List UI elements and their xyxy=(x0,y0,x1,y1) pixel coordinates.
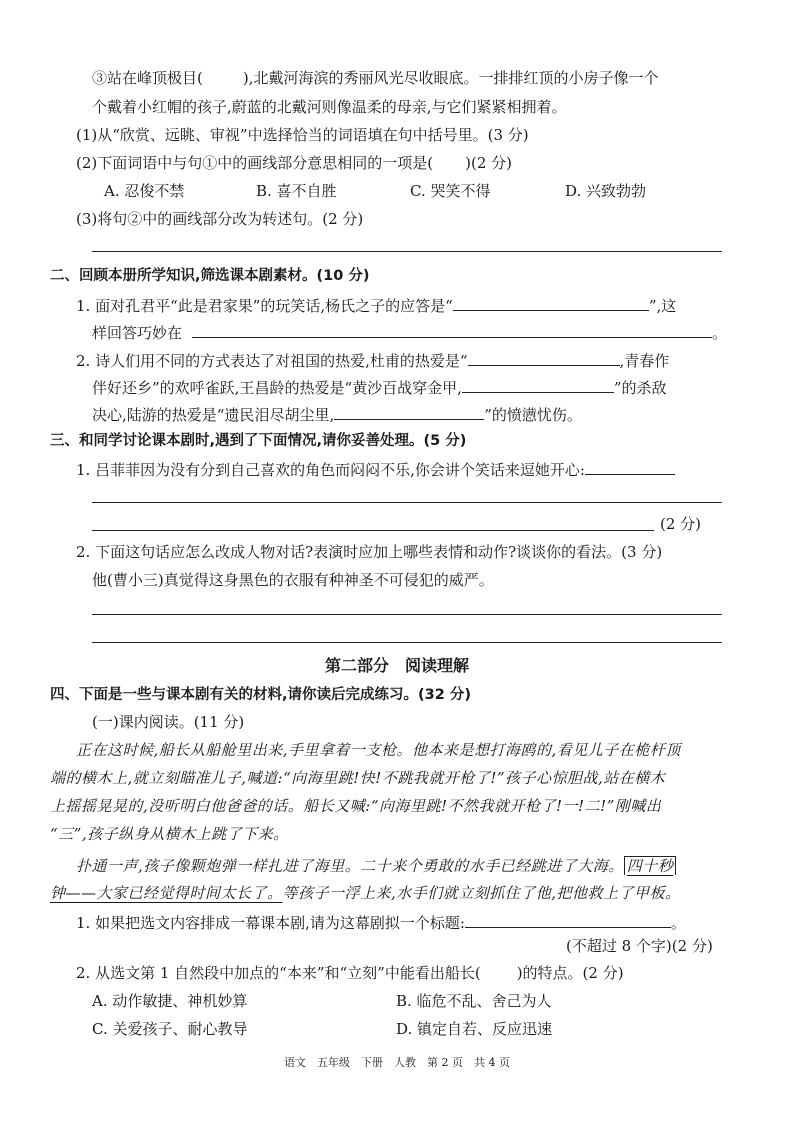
answer-line[interactable] xyxy=(92,530,654,531)
sub-question-3: (3)将句②中的画线部分改为转述句。(2 分) xyxy=(76,210,364,228)
option-c[interactable]: C. 哭笑不得 xyxy=(410,182,491,200)
answer-line[interactable] xyxy=(92,614,722,615)
sub-question-1: (1)从“欣赏、远眺、审视”中选择恰当的词语填在句中括号里。(3 分) xyxy=(76,126,529,144)
sec3-q2-sentence: 他(曹小三)真觉得这身黑色的衣服有种神圣不可侵犯的威严。 xyxy=(92,571,494,589)
marked-phrase: 四十秒 xyxy=(624,856,677,875)
sec4-q1-note: (不超过 8 个字)(2 分) xyxy=(566,937,713,955)
sec4-option-c[interactable]: C. 关爱孩子、耐心教导 xyxy=(92,1020,248,1038)
sec2-q1-line1: 1. 面对孔君平“此是君家果”的玩笑话,杨氏之子的应答是“ ”,这 xyxy=(76,297,677,315)
answer-blank[interactable] xyxy=(585,459,675,475)
sec2-q2-line1: 2. 诗人们用不同的方式表达了对祖国的热爱,杜甫的热爱是“ ,青春作 xyxy=(76,352,670,370)
answer-blank[interactable] xyxy=(468,350,620,366)
sec4-q1: 1. 如果把选文内容排成一幕课本剧,请为这幕剧拟一个标题: 。 xyxy=(76,914,686,932)
answer-line[interactable] xyxy=(92,251,722,252)
answer-blank[interactable] xyxy=(465,912,671,928)
passage-p1-line4: “三”,孩子纵身从横木上跳了下来。 xyxy=(50,825,289,843)
sub-question-2: (2)下面词语中与句①中的画线部分意思相同的一项是( )(2 分) xyxy=(76,154,512,172)
passage-p1-line1: 正在这时候,船长从船舱里出来,手里拿着一支枪。他本来是想打海鸥的,看见儿子在桅杆顶 xyxy=(76,741,681,759)
sec2-q1-line2: 样回答巧妙在 。 xyxy=(92,324,728,342)
section-4-title: 四、下面是一些与课本剧有关的材料,请你读后完成练习。(32 分) xyxy=(50,687,471,703)
sec3-q1: 1. 吕菲菲因为没有分到自己喜欢的角色而闷闷不乐,你会讲个笑话来逗她开心: xyxy=(76,459,675,480)
sec3-q2: 2. 下面这句话应怎么改成人物对话?表演时应加上哪些表情和动作?谈谈你的看法。(3 分) xyxy=(76,543,663,561)
q3-sentence-line2: 个戴着小红帽的孩子,蔚蓝的北戴河则像温柔的母亲,与它们紧紧相拥着。 xyxy=(92,98,567,116)
sec4-option-a[interactable]: A. 动作敏捷、神机妙算 xyxy=(92,992,248,1010)
marked-phrase: 钟——大家已经觉得时间太长了。 xyxy=(50,884,283,902)
section-2-title: 二、回顾本册所学知识,筛选课本剧素材。(10 分) xyxy=(50,268,370,284)
part-2-title: 第二部分 阅读理解 xyxy=(324,656,469,675)
sec4-option-b[interactable]: B. 临危不乱、舍己为人 xyxy=(396,992,552,1010)
sec2-q2-line2: 伴好还乡”的欢呼雀跃,王昌龄的热爱是“黄沙百战穿金甲, ”的杀敌 xyxy=(92,379,667,397)
sec2-q2-line3: 决心,陆游的热爱是“遗民泪尽胡尘里, ”的愤懑忧伤。 xyxy=(92,406,582,424)
passage-p2-line2: 钟——大家已经觉得时间太长了。等孩子一浮上来,水手们就立刻抓住了他,把他救上了甲板。 xyxy=(50,884,681,902)
sec3-q1-score: (2 分) xyxy=(660,515,702,533)
option-a[interactable]: A. 忍俊不禁 xyxy=(104,182,185,200)
answer-blank[interactable] xyxy=(192,322,712,338)
answer-blank[interactable] xyxy=(453,295,649,311)
sec4-subtitle: (一)课内阅读。(11 分) xyxy=(92,713,245,731)
q3-sentence-line1: ③站在峰顶极目( ),北戴河海滨的秀丽风光尽收眼底。一排排红顶的小房子像一个 xyxy=(92,69,659,87)
passage-p1-line3: 上摇摇晃晃的,没听明白他爸爸的话。船长又喊:“向海里跳!不然我就开枪了!一!二!”刚喊出 xyxy=(50,797,662,815)
passage-p1-line2: 端的横木上,就立刻瞄准儿子,喊道:“向海里跳!快!不跳我就开枪了!”孩子心惊胆战,站在横木 xyxy=(50,769,666,787)
answer-blank[interactable] xyxy=(462,377,614,393)
section-3-title: 三、和同学讨论课本剧时,遇到了下面情况,请你妥善处理。(5 分) xyxy=(50,433,467,449)
sec4-option-d[interactable]: D. 镇定自若、反应迅速 xyxy=(396,1020,553,1038)
option-d[interactable]: D. 兴致勃勃 xyxy=(565,182,647,200)
option-b[interactable]: B. 喜不自胜 xyxy=(256,182,337,200)
sec4-q2: 2. 从选文第 1 自然段中加点的“本来”和“立刻”中能看出船长( )的特点。(2 分) xyxy=(76,964,624,982)
answer-blank[interactable] xyxy=(334,404,484,420)
answer-line[interactable] xyxy=(92,642,722,643)
page-footer: 语文 五年级 下册 人教 第 2 页 共 4 页 xyxy=(284,1056,510,1069)
passage-p2-line1: 扑通一声,孩子像颗炮弹一样扎进了海里。二十来个勇敢的水手已经跳进了大海。 四十秒 xyxy=(76,856,676,876)
answer-line[interactable] xyxy=(92,502,722,503)
